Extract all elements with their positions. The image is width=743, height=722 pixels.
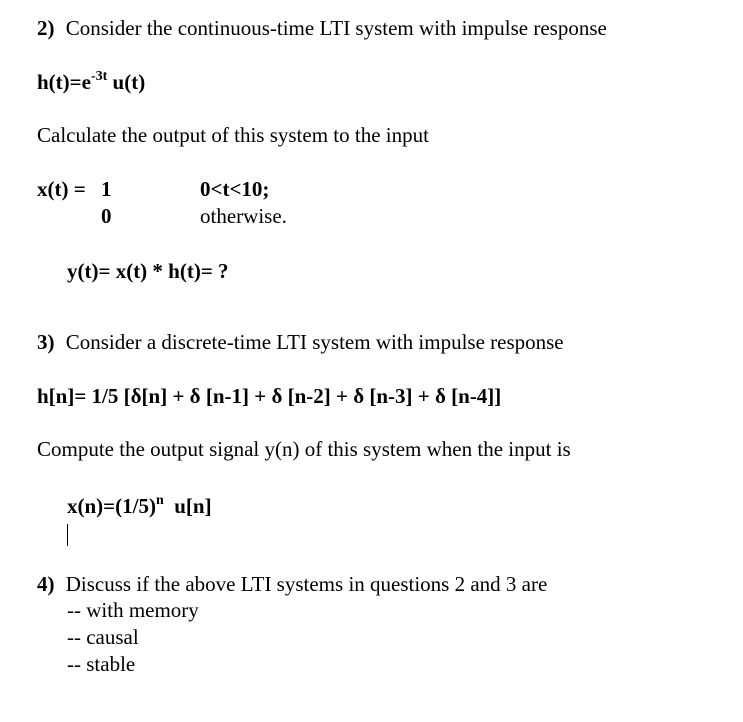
q3-x-tail: u[n] xyxy=(163,494,212,518)
q2-h-base: h(t)=e xyxy=(37,70,91,94)
q3-impulse-response: h[n]= 1/5 [δ[n] + δ [n-1] + δ [n-2] + δ [n-3] + δ [n-4]] xyxy=(37,384,502,408)
text-cursor xyxy=(67,524,68,546)
q4-item-memory: -- with memory xyxy=(67,598,199,622)
q2-intro: Consider the continuous-time LTI system with impulse response xyxy=(65,16,607,40)
q2-h-exponent: -3t xyxy=(90,69,108,84)
q2-x-label: x(t) = xyxy=(37,177,86,201)
q2-heading xyxy=(37,16,607,40)
q3-x-base: x(n)=(1/5) xyxy=(67,494,156,518)
q3-x-exponent: n xyxy=(155,493,164,508)
q2-x-condition-2: otherwise. xyxy=(200,204,287,228)
q3-number: 3) xyxy=(37,330,55,354)
q2-calculate-text: Calculate the output of this system to the input xyxy=(37,123,429,147)
q2-x-condition-1: 0<t<10; xyxy=(200,177,270,201)
q3-input-signal xyxy=(67,494,212,518)
q2-output-equation: y(t)= x(t) * h(t)= ? xyxy=(67,259,229,283)
q3-heading xyxy=(37,330,564,354)
q3-intro: Consider a discrete-time LTI system with impulse response xyxy=(65,330,564,354)
q4-intro: Discuss if the above LTI systems in questions 2 and 3 are xyxy=(65,572,548,596)
q2-number: 2) xyxy=(37,16,55,40)
q4-item-causal: -- causal xyxy=(67,625,139,649)
q4-heading xyxy=(37,572,547,596)
q4-number: 4) xyxy=(37,572,55,596)
q3-compute-text: Compute the output signal y(n) of this system when the input is xyxy=(37,437,571,461)
q2-impulse-response xyxy=(37,70,145,94)
q2-x-value-1: 1 xyxy=(101,177,112,201)
q4-item-stable: -- stable xyxy=(67,652,136,676)
q2-h-tail: u(t) xyxy=(107,70,146,94)
q2-x-value-2: 0 xyxy=(101,204,112,228)
